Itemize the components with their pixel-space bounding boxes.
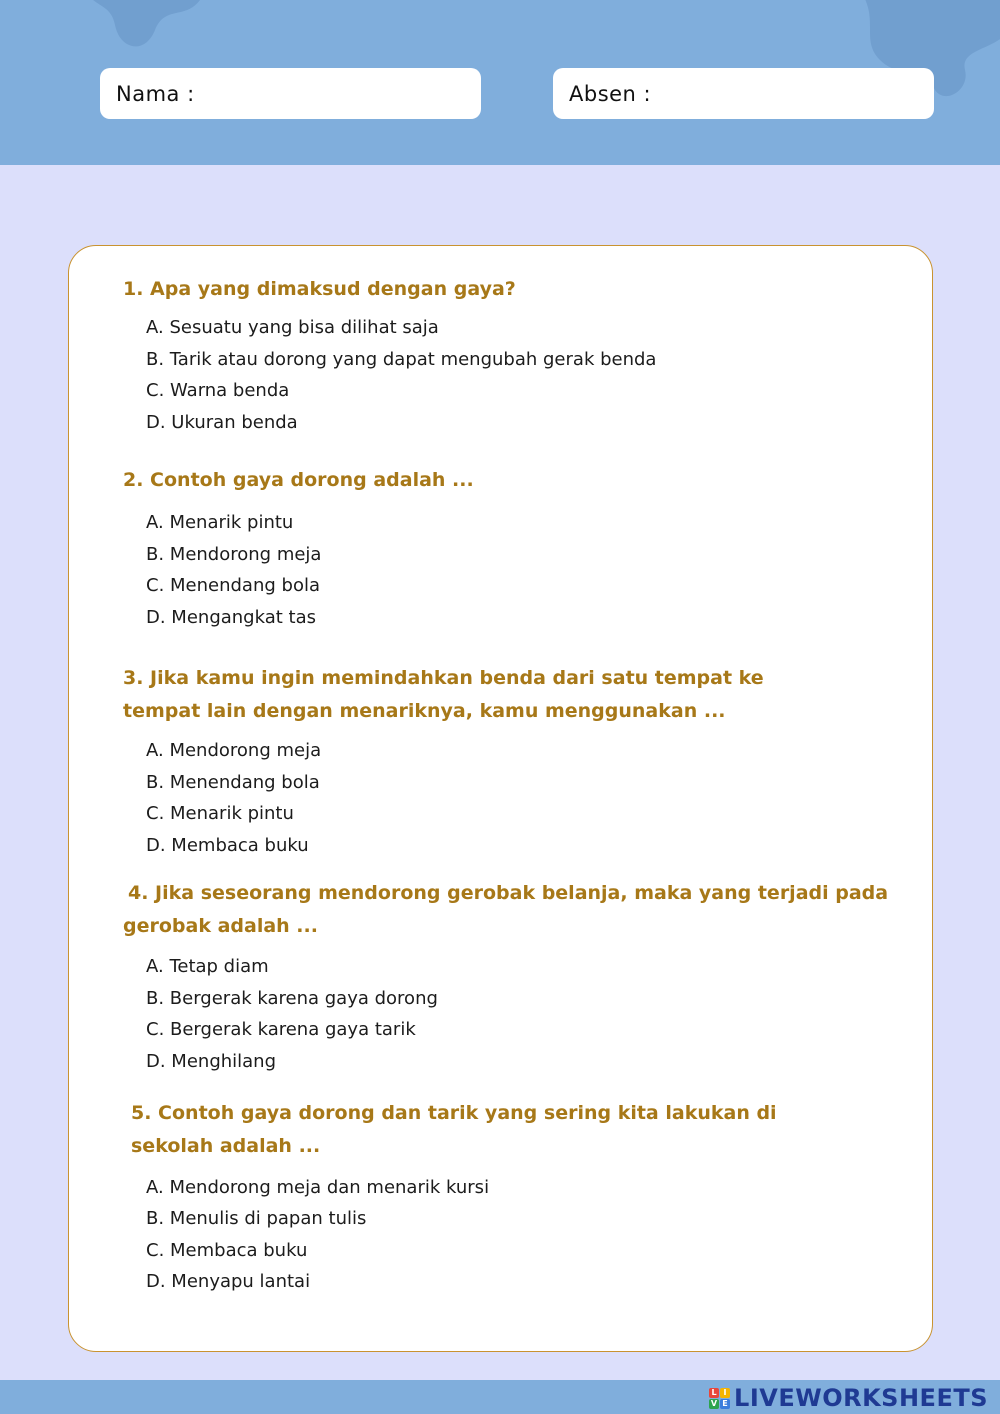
question-5-option-c[interactable]: C. Membaca buku: [146, 1240, 308, 1261]
question-1-option-c[interactable]: C. Warna benda: [146, 380, 290, 401]
question-title-line: tempat lain dengan menariknya, kamu menggunakan ...: [123, 700, 726, 722]
question-1-option-a[interactable]: A. Sesuatu yang bisa dilihat saja: [146, 317, 439, 338]
question-title-line: gerobak adalah ...: [123, 915, 318, 937]
question-4-option-b[interactable]: B. Bergerak karena gaya dorong: [146, 988, 438, 1009]
absen-field[interactable]: [553, 68, 934, 119]
question-3-option-d[interactable]: D. Membaca buku: [146, 835, 309, 856]
logo-letter-i: I: [720, 1388, 730, 1398]
question-1-option-d[interactable]: D. Ukuran benda: [146, 412, 298, 433]
question-3-option-c[interactable]: C. Menarik pintu: [146, 803, 294, 824]
question-2-option-c[interactable]: C. Menendang bola: [146, 575, 320, 596]
question-4-option-d[interactable]: D. Menghilang: [146, 1051, 277, 1072]
question-title-line: 5. Contoh gaya dorong dan tarik yang sering kita lakukan di: [131, 1102, 777, 1124]
brand-name: LIVEWORKSHEETS: [734, 1384, 988, 1412]
question-2-option-b[interactable]: B. Mendorong meja: [146, 544, 322, 565]
question-5-option-d[interactable]: D. Menyapu lantai: [146, 1271, 311, 1292]
decorative-splash-left: [70, 0, 210, 70]
question-title-line: 3. Jika kamu ingin memindahkan benda dari satu tempat ke: [123, 667, 764, 689]
question-5-title: [131, 1097, 777, 1163]
logo-letter-e: E: [720, 1399, 730, 1409]
absen-label: Absen :: [569, 81, 652, 106]
question-5-option-a[interactable]: A. Mendorong meja dan menarik kursi: [146, 1177, 490, 1198]
question-2-option-a[interactable]: A. Menarik pintu: [146, 512, 294, 533]
question-title-line: 1. Apa yang dimaksud dengan gaya?: [123, 278, 516, 300]
question-3-option-b[interactable]: B. Menendang bola: [146, 772, 320, 793]
absen-input[interactable]: [651, 68, 934, 119]
question-title-line: 4. Jika seseorang mendorong gerobak belanja, maka yang terjadi pada: [128, 882, 889, 904]
question-1-option-b[interactable]: B. Tarik atau dorong yang dapat mengubah gerak benda: [146, 349, 657, 370]
question-2-option-d[interactable]: D. Mengangkat tas: [146, 607, 316, 628]
name-input[interactable]: [195, 68, 481, 119]
logo-letter-l: L: [709, 1388, 719, 1398]
question-3-option-a[interactable]: A. Mendorong meja: [146, 740, 322, 761]
name-label: Nama :: [116, 81, 195, 106]
question-5-option-b[interactable]: B. Menulis di papan tulis: [146, 1208, 367, 1229]
logo-letter-v: V: [710, 1398, 718, 1408]
header-banner: [0, 0, 1000, 165]
question-1-title: [123, 273, 516, 306]
name-field[interactable]: [100, 68, 481, 119]
question-4-title: [123, 877, 888, 943]
liveworksheets-logo-icon: [709, 1388, 730, 1409]
question-3-title: [123, 662, 764, 728]
question-4-option-a[interactable]: A. Tetap diam: [146, 956, 269, 977]
liveworksheets-brand[interactable]: [709, 1384, 988, 1412]
footer-bar: [0, 1380, 1000, 1414]
question-2-title: [123, 464, 474, 497]
question-title-line: sekolah adalah ...: [131, 1135, 321, 1157]
question-4-option-c[interactable]: C. Bergerak karena gaya tarik: [146, 1019, 416, 1040]
question-title-line: 2. Contoh gaya dorong adalah ...: [123, 469, 474, 491]
